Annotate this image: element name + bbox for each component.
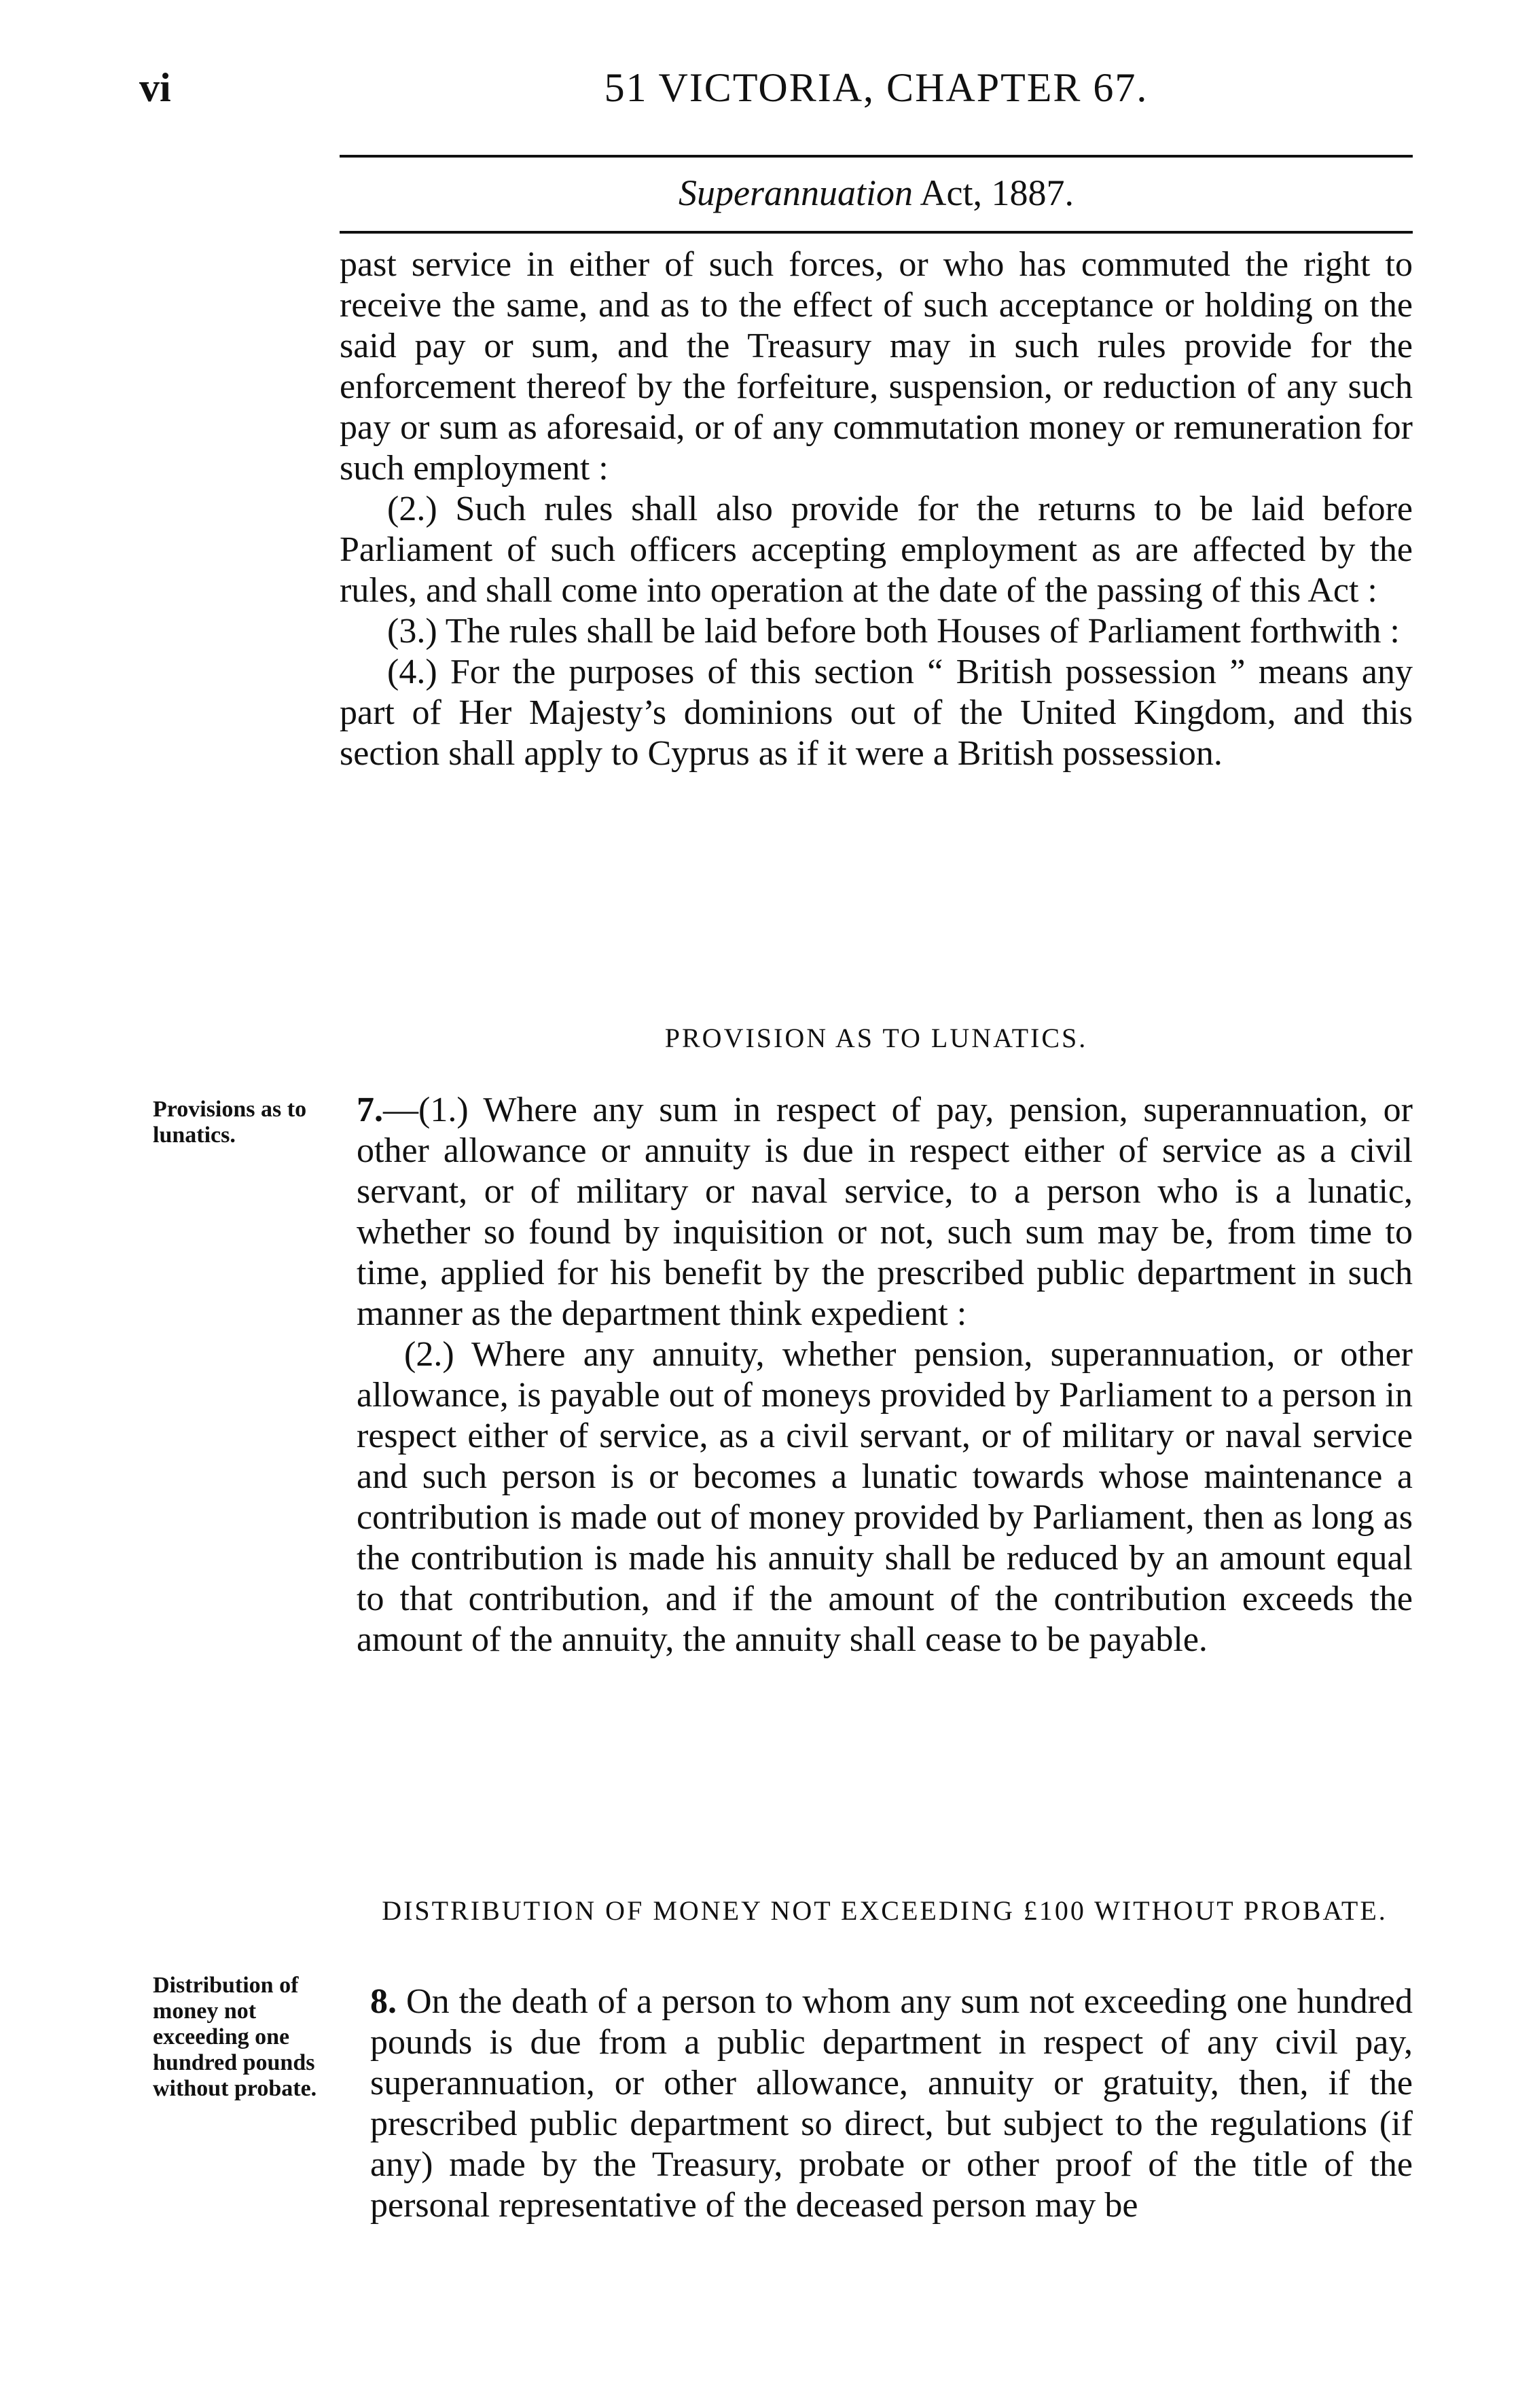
paragraph: (2.) Such rules shall also provide for the returns to be laid before Parliament of such officers accepting employment as are affected by the rules, and shall come into operation at the date of the passing of this Act :: [340, 490, 1413, 610]
header-rule-bottom: [340, 231, 1413, 234]
section-number: 8.: [370, 1982, 397, 2021]
act-title: [340, 172, 1413, 214]
running-title: 51 VICTORIA, CHAPTER 67.: [604, 65, 1149, 110]
page-number: vi: [139, 65, 171, 110]
section-7-text: [357, 1090, 1413, 1660]
act-title-rest: Act, 1887.: [920, 172, 1074, 213]
continuation-text: [340, 244, 1413, 774]
margin-note-lunatics: Provisions as to lunatics.: [153, 1097, 307, 1148]
subsection-text: —(1.) Where any sum in respect of pay, pension, superannuation, or other allowance or annuity is due in respect either of service as a civil servant, or of military or naval service, to a person who is a lunatic, whether so found by inquisition or not, such sum may be, from time to time, applied for his benefit by the prescribed public department in such manner as the department think expedient :: [357, 1091, 1413, 1333]
paragraph: past service in either of such forces, or who has commuted the right to receive the same, and as to the effect of such acceptance or holding on the said pay or sum, and the Treasury may in such rules provide for the enforcement thereof by the forfeiture, suspension, or reduction of any such pay or sum as aforesaid, or of any commutation money or remuneration for such employment :: [340, 245, 1413, 488]
section-paragraph: [370, 1982, 1413, 2226]
act-title-italic: Superannuation: [679, 172, 913, 213]
section-body: On the death of a person to whom any sum not exceeding one hundred pounds is due from a public department in respect of any civil pay, superannuation, or other allowance, annuity or gratuity, then, if the prescribed public department so direct, but subject to the regulations (if any) made by the Treasury, probate or other proof of the title of the personal representative of the deceased person may be: [370, 1982, 1413, 2225]
section-8-text: [370, 1982, 1413, 2226]
paragraph: (4.) For the purposes of this section “ British possession ” means any part of Her Majesty’s dominions out of the United Kingdom, and this section shall apply to Cyprus as if it were a British possession.: [340, 653, 1413, 773]
margin-note-distribution: Distribution of money not exceeding one hundred pounds without probate.: [153, 1973, 317, 2101]
section-number: 7.: [357, 1091, 383, 1129]
subsection: [357, 1090, 1413, 1334]
subsection: (2.) Where any annuity, whether pension, superannuation, or other allowance, is payable out of moneys provided by Parliament to a person in respect either of service, as a civil servant, or of military or naval service and such person is or becomes a lunatic towards whose maintenance a contribution is made out of money provided by Parliament, then as long as the contribution is made his annuity shall be reduced by an amount equal to that contribution, and if the amount of the contribution exceeds the amount of the annuity, the annuity shall cease to be payable.: [357, 1335, 1413, 1659]
section-heading-lunatics: PROVISION AS TO LUNATICS.: [664, 1023, 1088, 1053]
header-rule-top: [340, 155, 1413, 158]
section-heading-distribution: DISTRIBUTION OF MONEY NOT EXCEEDING £100 WITHOUT PROBATE.: [382, 1895, 1388, 1926]
paragraph: (3.) The rules shall be laid before both Houses of Parliament forthwith :: [387, 612, 1400, 651]
